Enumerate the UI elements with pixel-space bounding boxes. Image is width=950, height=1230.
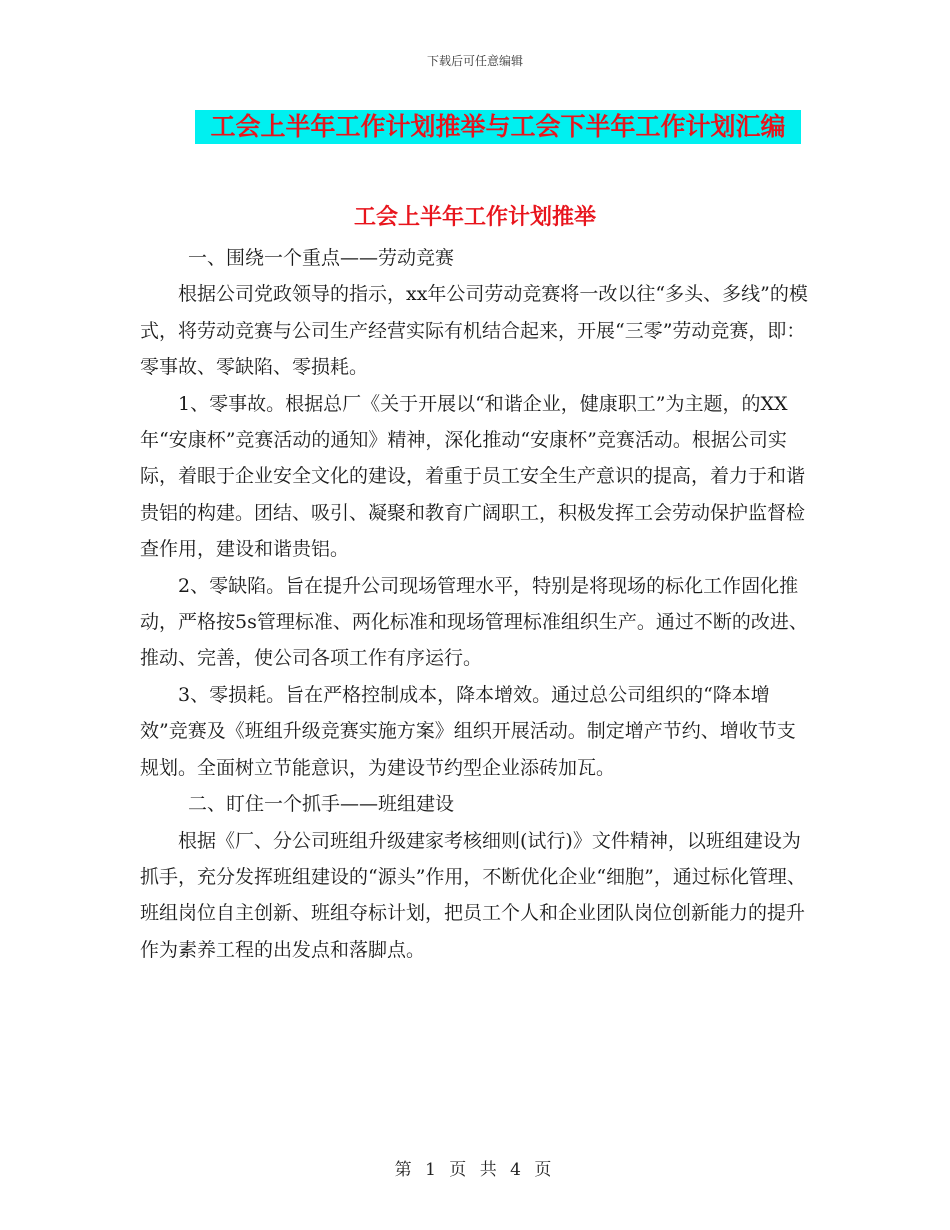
- paragraph: 根据公司党政领导的指示，xx年公司劳动竞赛将一改以往“多头、多线”的模式，将劳动竞赛与公司生产经营实际有机结合起来，开展“三零”劳动竞赛，即：零事故、零缺陷、零损耗。: [140, 283, 808, 379]
- heading-2: 二、盯住一个抓手——班组建设: [188, 793, 455, 816]
- paragraph: 3、零损耗。旨在严格控制成本，降本增效。通过总公司组织的“降本增效”竞赛及《班组升级竞赛实施方案》组织开展活动。制定增产节约、增收节支规划。全面树立节能意识，为建设节约型企业添砖加瓦。: [140, 683, 796, 779]
- heading-1: 一、围绕一个重点——劳动竞赛: [188, 247, 455, 269]
- section-title: 工会上半年工作计划推举: [353, 204, 596, 230]
- paragraph: 1、零事故。根据总厂《关于开展以“和谐企业，健康职工”为主题，的XX年“安康杯”竞赛活动的通知》精神，深化推动“安康杯”竞赛活动。根据公司实际，着眼于企业安全文化的建设，着重于员工安全生产意识的提高，着力于和谐贵铝的构建。团结、吸引、凝聚和教育广阔职工，积极发挥工会劳动保护监督检查作用，建设和谐贵铝。: [140, 392, 806, 561]
- main-title: 工会上半年工作计划推举与工会下半年工作计划汇编: [195, 110, 801, 144]
- paragraph: 2、零缺陷。旨在提升公司现场管理水平，特别是将现场的标化工作固化推动，严格按5s管理标准、两化标准和现场管理标准组织生产。通过不断的改进、推动、完善，使公司各项工作有序运行。: [140, 574, 808, 670]
- document-body: [140, 240, 812, 968]
- paragraph: 根据《厂、分公司班组升级建家考核细则(试行)》文件精神，以班组建设为抓手，充分发挥班组建设的“源头”作用，不断优化企业“细胞”，通过标化管理、班组岗位自主创新、班组夺标计划，把员工个人和企业团队岗位创新能力的提升作为素养工程的出发点和落脚点。: [140, 829, 806, 961]
- page-number: 第 1 页 共 4 页: [394, 1160, 556, 1180]
- header-note: 下载后可任意编辑: [426, 54, 523, 68]
